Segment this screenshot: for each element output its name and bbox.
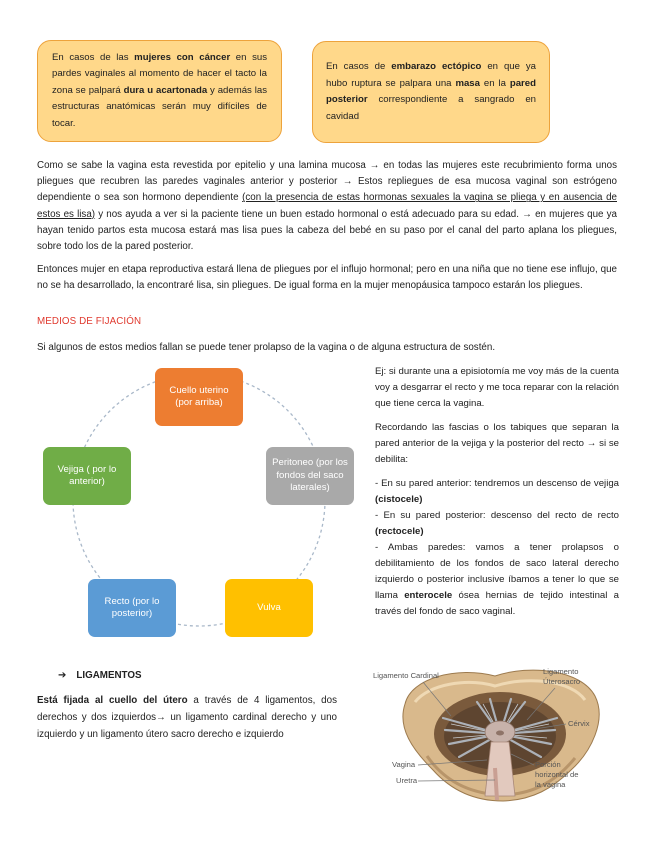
bold-text-run: (cistocele) <box>375 494 423 505</box>
text-run: Entonces mujer en etapa reproductiva estará llena de pliegues por el influjo hormonal; pero en una niña que no tiene ese influjo, que no se ha desarrollado, la encontraré lisa, sin pliegues. De igual forma en la mujer menopáusica tampoco estarán los pliegues. <box>37 264 617 292</box>
node-label: Peritoneo (por los fondos del saco laterales) <box>272 457 348 494</box>
list-item-both-walls <box>375 540 619 620</box>
node-label: Recto (por lo posterior) <box>104 595 160 619</box>
bold-text-run: enterocele <box>404 590 453 601</box>
ectopic-note-text <box>326 59 536 125</box>
text-run: y además las estructuras anatómicas serán muy difíciles de tocar. <box>52 84 267 129</box>
text-run: y nos ayuda a ver si la paciente tiene un buen estado hormonal o está adecuado para su edad. → en mujeres que ya hayan tenido partos esta mucosa estará mas lisa pues la cabeza del bebé en su paso por el canal del parto aplana los pliegues, sobre todo los de la pared posterior. <box>37 208 617 253</box>
text-run: en la <box>479 77 510 89</box>
bold-text-run: embarazo ectópico <box>391 61 482 72</box>
text-run: En casos de <box>326 61 392 72</box>
bold-text-run: mujeres con cáncer <box>134 51 231 63</box>
ligamentos-title: LIGAMENTOS <box>76 670 142 681</box>
cervix-os <box>496 731 504 736</box>
text-run: - Ambas paredes: vamos a tener prolapsos o debilitamiento de los fondos de saco lateral derecho izquierdo o posterior inclusive íbamos a tener lo que se llama <box>375 542 619 601</box>
node-vulva <box>225 579 313 637</box>
fixation-intro: Si algunos de estos medios fallan se puede tener prolapso de la vagina o de alguna estructura de sostén. <box>37 342 496 353</box>
episiotomy-example: Ej: si durante una a episiotomía me voy más de la cuenta voy a desgarrar el recto y me toca reparar con la relación que tiene cerca la vagina. <box>375 366 619 409</box>
text-run: en que ya hubo ruptura se palpara una <box>326 61 537 89</box>
underlined-text-run: (con la presencia de estas hormonas sexuales la vagina se pliega y en ausencia de estos es lisa) <box>37 192 617 220</box>
arrow-right-icon: ➔ <box>58 670 67 681</box>
node-cuello-uterino <box>155 368 243 426</box>
label-cervix: Cérvix <box>568 719 590 728</box>
folds-paragraph <box>37 262 617 294</box>
mucosa-paragraph <box>37 158 617 255</box>
ligamentos-paragraph <box>37 692 337 743</box>
bold-text-run: masa <box>455 77 480 89</box>
list-item-anterior <box>375 476 619 508</box>
text-run: a través de 4 ligamentos, dos derechos y dos izquierdos→ un ligamento cardinal derecho y uno izquierdo y un ligamento útero sacro derecho e izquierdo <box>37 695 337 740</box>
bold-text-run: pared posterior <box>326 77 536 105</box>
fixation-cycle-diagram <box>37 365 367 640</box>
label-ligamento-uterosacro: Ligamento Úterosacro <box>543 667 581 686</box>
bold-text-run: dura u acartonada <box>123 84 208 96</box>
list-item-posterior <box>375 508 619 540</box>
text-run: en sus pardes vaginales al momento de hacer el tacto la zona se palpará <box>52 51 268 96</box>
bold-text-run: Está fijada al cuello del útero <box>37 695 188 706</box>
label-ligamento-cardinal: Ligamento Cardinal <box>373 671 439 680</box>
node-label: Vejiga ( por lo anterior) <box>57 463 117 487</box>
fixation-heading: MEDIOS DE FIJACIÓN <box>37 316 142 327</box>
text-run: En casos de las <box>52 51 135 63</box>
label-vagina: Vagina <box>392 760 416 769</box>
node-vejiga <box>43 447 131 505</box>
text-run: - En su pared posterior: descenso del recto de recto <box>375 510 619 521</box>
node-label: Vulva <box>257 601 281 613</box>
cancer-note-text <box>52 50 267 133</box>
node-label: Cuello uterino (por arriba) <box>169 384 229 408</box>
ectopic-note-callout <box>312 41 550 143</box>
node-peritoneo <box>266 447 354 505</box>
label-porcion-horizontal: Porción horizontal de la vagina <box>535 760 579 789</box>
pelvic-ligaments-figure <box>345 660 625 805</box>
fascia-note: Recordando las fascias o los tabiques que separan la pared anterior de la vejiga y la posterior del recto → si se debilita: <box>375 422 619 465</box>
label-uretra: Uretra <box>396 776 418 785</box>
prolapse-notes <box>375 364 619 620</box>
bold-text-run: (rectocele) <box>375 526 424 537</box>
text-run: - En su pared anterior: tendremos un descenso de vejiga <box>375 478 619 489</box>
text-run: ósea hernias de tejido intestinal a través del fondo de saco vaginal. <box>375 590 619 617</box>
urethra-tube <box>495 768 497 800</box>
text-run: correspondiente a sangrado en cavidad <box>326 94 536 122</box>
ligamentos-heading <box>58 670 142 681</box>
text-run: Como se sabe la vagina esta revestida por epitelio y una lamina mucosa → en todas las mujeres este recubrimiento forma unos pliegues que recubren las paredes vaginales anterior y posterior → Estos repliegues de esa mucosa vaginal son estrógeno dependiente o sea son hormono dependiente <box>37 160 617 204</box>
cancer-note-callout <box>37 40 282 142</box>
node-recto <box>88 579 176 637</box>
